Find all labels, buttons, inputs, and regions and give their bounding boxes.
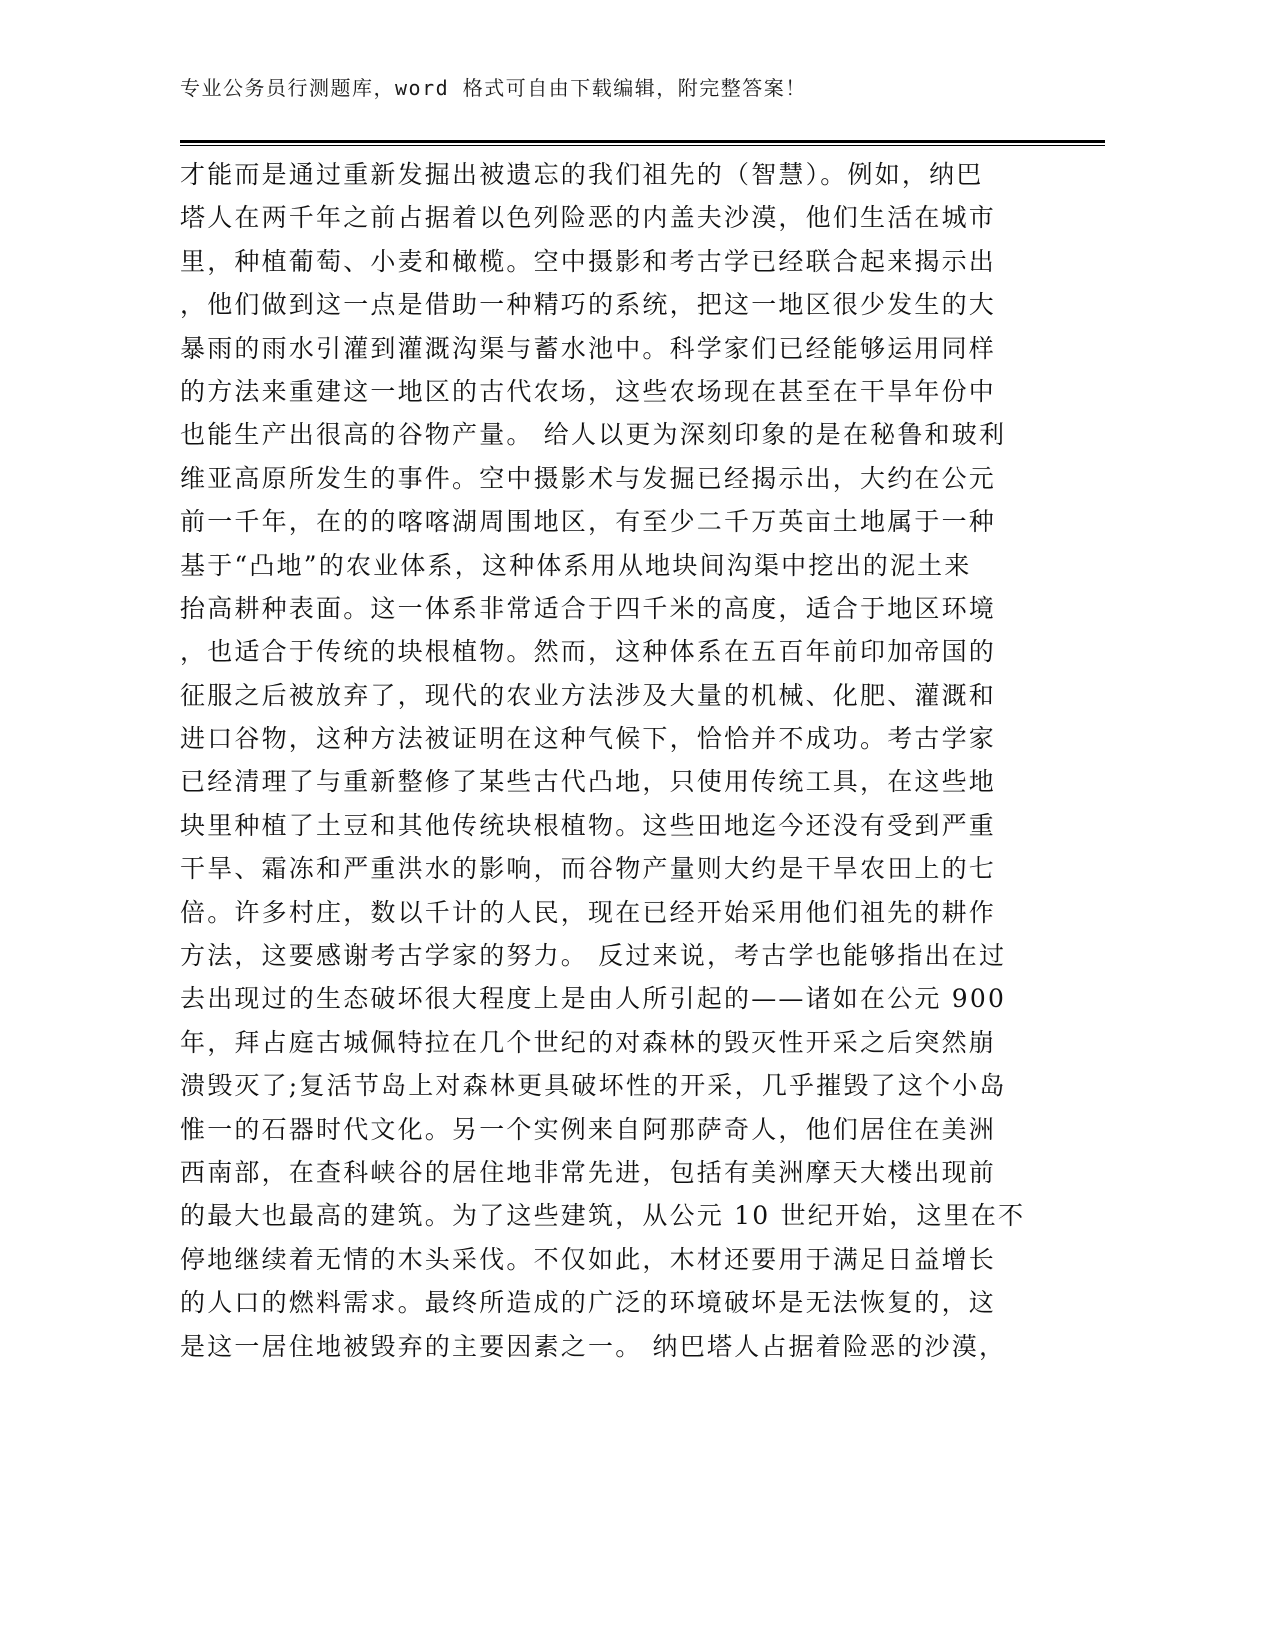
text-line: 进口谷物，这种方法被证明在这种气候下，恰恰并不成功。考古学家: [180, 724, 997, 754]
text-line: 的最大也最高的建筑。为了这些建筑，从公元 10 世纪开始，这里在不: [180, 1201, 1026, 1231]
text-line: 征服之后被放弃了，现代的农业方法涉及大量的机械、化肥、灌溉和: [180, 680, 997, 710]
header-rule-thin: [180, 145, 1105, 146]
text-line: 维亚高原所发生的事件。空中摄影术与发掘已经揭示出，大约在公元: [180, 463, 997, 493]
body-text: [180, 153, 1040, 1368]
text-line: 才能而是通过重新发掘出被遗忘的我们祖先的（智慧）。例如，纳巴: [180, 160, 984, 189]
text-line: ，他们做到这一点是借助一种精巧的系统，把这一地区很少发生的大: [180, 290, 997, 320]
page-header: 专业公务员行测题库，word 格式可自由下载编辑，附完整答案！: [180, 76, 807, 100]
text-line: 里，种植葡萄、小麦和橄榄。空中摄影和考古学已经联合起来揭示出: [180, 246, 997, 276]
header-rule-thick: [180, 140, 1105, 143]
text-line: 的方法来重建这一地区的古代农场，这些农场现在甚至在干旱年份中: [180, 376, 997, 406]
text-line: 暴雨的雨水引灌到灌溉沟渠与蓄水池中。科学家们已经能够运用同样: [180, 333, 997, 363]
text-line: 停地继续着无情的木头采伐。不仅如此，木材还要用于满足日益增长: [180, 1244, 997, 1274]
text-line: 已经清理了与重新整修了某些古代凸地，只使用传统工具，在这些地: [180, 767, 997, 797]
text-line: 前一千年，在的的喀喀湖周围地区，有至少二千万英亩土地属于一种: [180, 507, 997, 537]
text-line: 塔人在两千年之前占据着以色列险恶的内盖夫沙漠，他们生活在城市: [180, 203, 997, 233]
text-line: 也能生产出很高的谷物产量。 给人以更为深刻印象的是在秘鲁和玻利: [180, 420, 1007, 450]
text-line: 的人口的燃料需求。最终所造成的广泛的环境破坏是无法恢复的，这: [180, 1288, 997, 1318]
text-line: 块里种植了土豆和其他传统块根植物。这些田地迄今还没有受到严重: [180, 810, 997, 840]
text-line: 年，拜占庭古城佩特拉在几个世纪的对森林的毁灭性开采之后突然崩: [180, 1027, 997, 1057]
text-line: ，也适合于传统的块根植物。然而，这种体系在五百年前印加帝国的: [180, 637, 997, 667]
text-line: 倍。许多村庄，数以千计的人民，现在已经开始采用他们祖先的耕作: [180, 897, 997, 927]
text-line: 去出现过的生态破坏很大程度上是由人所引起的——诸如在公元 900: [180, 984, 1007, 1014]
text-line: 干旱、霜冻和严重洪水的影响，而谷物产量则大约是干旱农田上的七: [180, 854, 997, 884]
text-line: 溃毁灭了;复活节岛上对森林更具破坏性的开采，几乎摧毁了这个小岛: [180, 1071, 1007, 1101]
text-line: 是这一居住地被毁弃的主要因素之一。 纳巴塔人占据着险恶的沙漠，: [180, 1331, 1007, 1361]
text-line: 惟一的石器时代文化。另一个实例来自阿那萨奇人，他们居住在美洲: [180, 1114, 997, 1144]
text-line: 方法，这要感谢考古学家的努力。 反过来说，考古学也能够指出在过: [180, 941, 1007, 971]
text-line: 西南部，在查科峡谷的居住地非常先进，包括有美洲摩天大楼出现前: [180, 1157, 997, 1187]
text-line: 抬高耕种表面。这一体系非常适合于四千米的高度，适合于地区环境: [180, 593, 997, 623]
text-line: 基于“凸地”的农业体系，这种体系用从地块间沟渠中挖出的泥土来: [180, 550, 972, 580]
